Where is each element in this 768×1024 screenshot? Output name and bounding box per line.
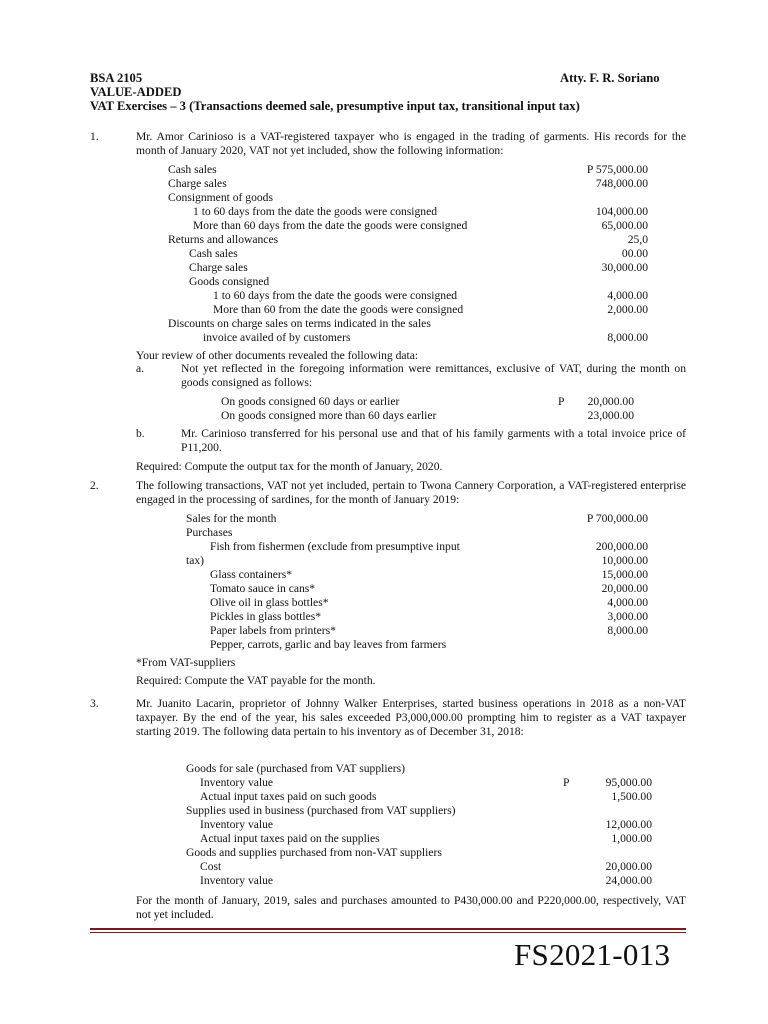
footer-rule [90,928,686,930]
p1-row-amount: 104,000.00 [595,205,648,218]
p1-row-label: More than 60 days from the date the goods were consigned [193,219,468,232]
p1-row-label: More than 60 from the date the goods were consigned [213,303,464,316]
doc-title-line: VALUE-ADDED [90,85,182,99]
p3-row-currency: P [563,776,570,789]
problem-2-required: Required: Compute the VAT payable for the month. [136,674,376,687]
p1-row-amount: 30,000.00 [601,261,648,274]
p1-row-amount: 2,000.00 [607,303,648,316]
p1-row-amount: P 575,000.00 [586,163,648,176]
p3-row-label: Goods and supplies purchased from non-VAT suppliers [186,846,442,859]
problem-3-intro: Mr. Juanito Lacarin, proprietor of Johnny Walker Enterprises, started business operations in 2018 as a non-VAT taxpayer. By the end of the year, his sales exceeded P3,000,000.00 prompting him to register as a VAT taxpayer starting 2019. The following data pertain to his inventory as of December 31, 2018: [136,697,686,738]
p2-row-label: Fish from fishermen (exclude from presumptive input [210,540,460,553]
footer-rule-thin [90,932,686,933]
doc-subtitle: VAT Exercises – 3 (Transactions deemed sale, presumptive input tax, transitional input tax) [90,99,580,113]
p2-row-amount: 15,000.00 [601,568,648,581]
p3-row-label: Cost [200,860,222,873]
problem-3-closing: For the month of January, 2019, sales and purchases amounted to P430,000.00 and P220,000.00, respectively, VAT not yet included. [136,894,686,921]
p2-row-amount: P 700,000.00 [586,512,648,525]
a-row-amount: 20,000.00 [587,395,634,408]
p1-row-amount: 65,000.00 [601,219,648,232]
problem-1-review-text: Your review of other documents revealed the following data: [136,349,419,362]
p3-row-label: Goods for sale (purchased from VAT suppliers) [186,762,405,775]
problem-1-intro: Mr. Amor Carinioso is a VAT-registered taxpayer who is engaged in the trading of garments. His records for the month of January 2020, VAT not yet included, show the following information: [136,130,686,157]
document-code: FS2021-013 [514,937,671,972]
p2-row-label: Paper labels from printers* [210,624,336,637]
p1-row-label: Cash sales [168,163,217,176]
p2-row-amount: 10,000.00 [601,554,648,567]
instructor-name: Atty. F. R. Soriano [560,71,660,85]
p2-row-amount: 3,000.00 [607,610,648,623]
problem-2-intro: The following transactions, VAT not yet included, pertain to Twona Cannery Corporation, a VAT-registered enterprise engaged in the processing of sardines, for the month of January 2019: [136,479,686,506]
p2-row-label: Olive oil in glass bottles* [210,596,329,609]
p1-row-amount: 8,000.00 [607,331,648,344]
a-row-label: On goods consigned 60 days or earlier [221,395,400,408]
p1-row-label: Goods consigned [189,275,270,288]
p2-row-label: Purchases [186,526,233,539]
course-code: BSA 2105 [90,71,143,85]
problem-2-number: 2. [90,479,99,492]
p2-row-label: Pickles in glass bottles* [210,610,322,623]
p1-row-amount: 25,0 [627,233,648,246]
p3-row-amount: 95,000.00 [605,776,652,789]
p1-row-label: Charge sales [189,261,248,274]
p1-row-label: invoice availed of by customers [203,331,351,344]
p1-row-label: 1 to 60 days from the date the goods were consigned [193,205,438,218]
p2-row-label: Pepper, carrots, garlic and bay leaves from farmers [210,638,447,651]
p1-row-amount: 748,000.00 [595,177,648,190]
p1-row-amount: 4,000.00 [607,289,648,302]
p1-row-label: Charge sales [168,177,227,190]
p2-row-label: Glass containers* [210,568,293,581]
p1-row-label: Consignment of goods [168,191,273,204]
p3-row-amount: 24,000.00 [605,874,652,887]
p2-row-amount: 200,000.00 [595,540,648,553]
problem-2-footnote: *From VAT-suppliers [136,656,236,669]
p3-row-amount: 1,500.00 [611,790,652,803]
problem-1-required: Required: Compute the output tax for the month of January, 2020. [136,460,443,473]
p3-row-amount: 20,000.00 [605,860,652,873]
p2-row-amount: 20,000.00 [601,582,648,595]
item-a-letter: a. [136,362,145,375]
p3-row-label: Actual input taxes paid on such goods [200,790,377,803]
problem-3-number: 3. [90,697,99,710]
p3-row-label: Inventory value [200,874,274,887]
a-row-amount: 23,000.00 [587,409,634,422]
p3-row-amount: 12,000.00 [605,818,652,831]
p2-row-label: Sales for the month [186,512,277,525]
p2-row-label: tax) [186,554,205,567]
p1-row-amount: 00.00 [621,247,648,260]
a-row-label: On goods consigned more than 60 days earlier [221,409,437,422]
p3-row-amount: 1,000.00 [611,832,652,845]
p1-row-label: Discounts on charge sales on terms indicated in the sales [168,317,431,330]
p2-row-label: Tomato sauce in cans* [210,582,316,595]
p1-row-label: 1 to 60 days from the date the goods were consigned [213,289,458,302]
p3-row-label: Actual input taxes paid on the supplies [200,832,380,845]
item-b-letter: b. [136,427,145,440]
p3-row-label: Inventory value [200,776,274,789]
p1-row-label: Returns and allowances [168,233,279,246]
a-row-currency: P [558,395,565,408]
p1-row-label: Cash sales [189,247,238,260]
item-a-text: Not yet reflected in the foregoing information were remittances, exclusive of VAT, during the month on goods consigned as follows: [181,362,686,389]
p3-row-label: Supplies used in business (purchased from VAT suppliers) [186,804,456,817]
p2-row-amount: 8,000.00 [607,624,648,637]
item-b-text: Mr. Carinioso transferred for his personal use and that of his family garments with a total invoice price of P11,200. [181,427,686,454]
p3-row-label: Inventory value [200,818,274,831]
p2-row-amount: 4,000.00 [607,596,648,609]
problem-1-number: 1. [90,130,99,143]
